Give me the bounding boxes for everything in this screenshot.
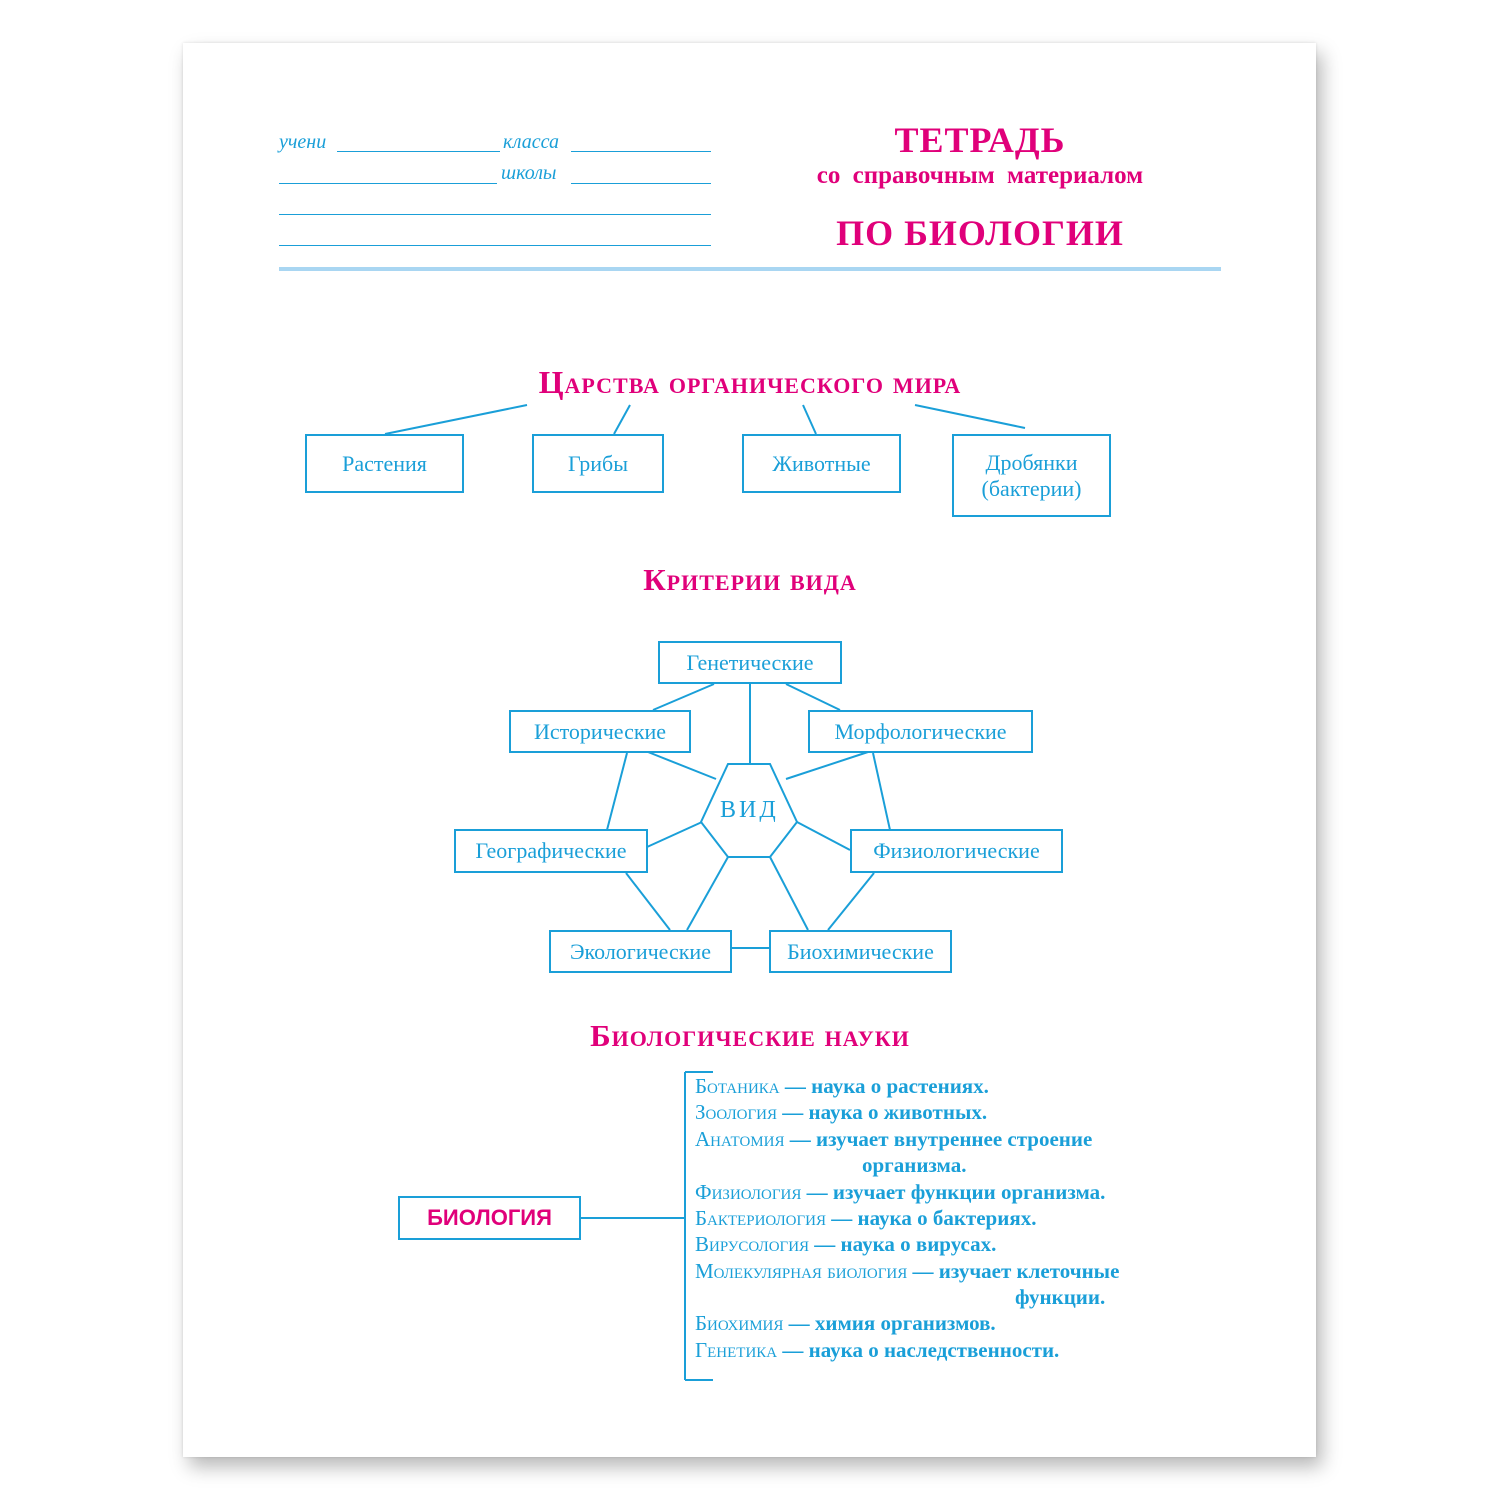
title-notebook: ТЕТРАДЬ [894,120,1066,160]
science-genetics: Генетика — наука о наследственности. [695,1338,1060,1362]
science-botany: Ботаника — наука о растениях. [695,1074,989,1098]
criterion-genetic: Генетические [658,641,842,684]
title-subject: ПО БИОЛОГИИ [836,213,1124,253]
header-divider [279,267,1221,271]
science-anatomy-continuation: организма. [862,1153,967,1177]
name-continuation-line[interactable] [279,183,497,184]
label-student: учени [279,131,327,153]
kingdom-animals: Животные [742,434,901,493]
kingdom-plants: Растения [305,434,464,493]
blank-line-1[interactable] [279,214,711,215]
science-biochemistry: Биохимия — химия организмов. [695,1311,996,1335]
science-anatomy: Анатомия — изучает внутреннее строение [695,1127,1093,1151]
title-subtitle: со справочным материалом [816,162,1144,189]
criterion-geographical: Географические [454,829,648,873]
criterion-biochemical: Биохимические [769,930,952,973]
criterion-physiological: Физиологические [850,829,1063,873]
biology-root-box: БИОЛОГИЯ [398,1196,581,1240]
science-bacteriology: Бактериология — наука о бактериях. [695,1206,1037,1230]
criteria-heading: Критерии вида [643,562,857,597]
label-class: класса [503,131,559,153]
student-name-line[interactable] [337,151,500,152]
blank-line-2[interactable] [279,245,711,246]
label-school: школы [501,162,557,184]
criterion-ecological: Экологические [549,930,732,973]
kingdom-fungi: Грибы [532,434,664,493]
criteria-center-species: ВИД [720,797,779,823]
sciences-heading: Биологические науки [590,1018,910,1053]
science-physiology: Физиология — изучает функции организма. [695,1180,1106,1204]
science-molecular-biology: Молекулярная биология — изучает клеточные [695,1259,1120,1283]
class-line[interactable] [571,151,711,152]
science-zoology: Зоология — наука о животных. [695,1100,988,1124]
criterion-morphological: Морфологические [808,710,1033,753]
science-molecular-biology-continuation: функции. [1015,1285,1106,1309]
criterion-historical: Исторические [509,710,691,753]
science-virology: Вирусология — наука о вирусах. [695,1232,997,1256]
school-line[interactable] [571,183,711,184]
kingdom-bacteria: Дробянки (бактерии) [952,434,1111,517]
kingdoms-heading: Царства органического мира [538,364,962,400]
